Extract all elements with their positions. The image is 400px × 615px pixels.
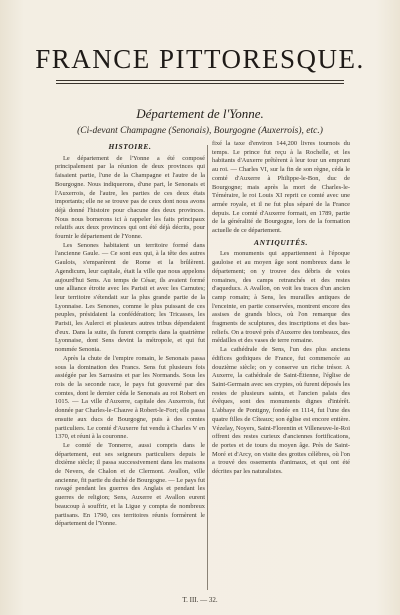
paragraph: Après la chute de l'empire romain, le Senonais passa sous la domination des Francs. Sens fut plusieurs fois assiégée par les Sarrasins et par les Normands. Sous les rois de la seconde race, le pays fut gouverné par des comtes, dont le dernier céda le Senonais au roi Robert en 1015. — La ville d'Auxerre, capitale des Auxerrois, fut donnée par Charles-le-Chauve à Robert-le-Fort; elle passa ensuite aux ducs de Bourgogne, puis à des comtes particuliers. Le comté d'Auxerre fut vendu à Charles V en 1370, et réuni à la couronne. xyxy=(55,354,205,441)
masthead-title: FRANCE PITTORESQUE. xyxy=(35,44,365,74)
paragraph: Les Senones habitaient un territoire formé dans l'ancienne Gaule. — Ce sont eux qui, à la tête des autres Gaulois, s'emparèrent de Rome et la brûlèrent. Agendicum, leur capitale, était la ville que nous appelons aujourd'hui Sens. Au temps de César, ils avaient formé une alliance étroite avec les Parisii et avec les Carnutes; leur territoire s'étendait sur la plus grande partie de la Lyonnaise. Les Senones, comme le plus puissant de ces peuples, présidaient la confédération; les Tricasses, les Parisii, les Aulerci et plusieurs autres tribus dépendaient d'eux. Dans la suite, ils furent compris dans la quatrième Lyonnaise, dont Sens devint la métropole, et qui fut nommée Senonia. xyxy=(55,241,205,354)
masthead-rule-bottom xyxy=(56,83,344,84)
page-footer: T. III. — 32. xyxy=(182,596,218,604)
paragraph: La cathédrale de Sens, l'un des plus anciens édifices gothiques de France, fut commencée au douzième siècle; on y conserve un riche trésor. A Auxerre, la cathédrale de Saint-Étienne, l'église de Saint-Germain avec ses cryptes, où furent déposés les restes de plusieurs saints, et l'ancien palais des évêques, sont des monuments dignes d'intérêt. L'abbaye de Pontigny, fondée en 1114, fut l'une des quatre filles de Cîteaux; son église est encore entière. Vézelay, Noyers, Saint-Florentin et Villeneuve-le-Roi offrent des restes curieux d'anciennes fortifications, de portes et de tours du moyen âge. Près de Saint-Moré et d'Arcy, on visite des grottes célèbres, où l'on a trouvé des ossements d'animaux, et qui ont été décrites par les naturalistes. xyxy=(212,346,350,476)
paragraph: Les monuments qui appartiennent à l'époque gauloise et au moyen âge sont nombreux dans le département; on y trouve des débris de voies romaines, des camps retranchés et des restes d'aqueducs. A Avallon, on voit les traces d'un ancien camp romain; à Sens, les murailles antiques de l'enceinte, en partie conservées, montrent encore des assises de grands blocs, où l'on remarque des fragments de sculptures, des inscriptions et des bas-reliefs. On a trouvé près d'Auxerre des tombeaux, des médailles et des vases de terre romaine. xyxy=(212,250,350,345)
department-subtitle: (Ci-devant Champagne (Senonais), Bourgogne (Auxerrois), etc.) xyxy=(77,126,323,136)
paragraph: Le comté de Tonnerre, aussi compris dans le département, eut ses seigneurs particuliers depuis le dixième siècle; il passa successivement dans les maisons de Nevers, de Chalon et de Clermont. Avallon, ville ancienne, fit partie du duché de Bourgogne. — Le pays fut ravagé pendant les guerres des Anglais et pendant les guerres de religion; Sens, Auxerre et Avallon eurent beaucoup à souffrir, et la Ligue y compta de nombreux partisans. En 1790, ces territoires réunis formèrent le département de l'Yonne. xyxy=(55,441,205,528)
section-heading-antiquities: ANTIQUITÉS. xyxy=(254,237,308,247)
paragraph: Le département de l'Yonne a été composé principalement par la réunion de deux provinces qui faisaient partie, l'une de la Champagne et l'autre de la Bourgogne. Nous indiquerons, d'une part, le Senonais et l'Auxerrois, de l'autre, les parties de ces deux états importants; elle ne se trouve pas de ceux dont nous avons déjà donné l'histoire pour chacune des deux provinces. Nous nous bornerons ici à rappeler les faits principaux relatifs aux deux provinces qui ont été déjà décrits, pour fournir le département de l'Yonne. xyxy=(55,154,205,241)
paragraph: fixé la taxe d'environ 144,200 livres tournois du temps. Le prince fut reçu à la Rochelle, et les habitants d'Auxerre prêtèrent à leur tour un emprunt au roi. — Charles VI, sur la fin de son règne, céda le comté d'Auxerre à Philippe-le-Bon, duc de Bourgogne; mais après la mort de Charles-le-Téméraire, le roi Louis XI reprit ce comté avec une armée royale, et il ne fut plus séparé de la France depuis. Le comté d'Auxerre formait, en 1789, partie de la généralité de Bourgogne, lors de la formation actuelle de ce département. xyxy=(212,140,350,235)
left-column xyxy=(55,140,205,592)
masthead-rule-top xyxy=(56,80,344,81)
column-divider xyxy=(207,145,208,590)
department-title: Département de l'Yonne. xyxy=(136,106,264,121)
right-column xyxy=(212,140,350,592)
section-heading-history: HISTOIRE. xyxy=(108,142,152,151)
